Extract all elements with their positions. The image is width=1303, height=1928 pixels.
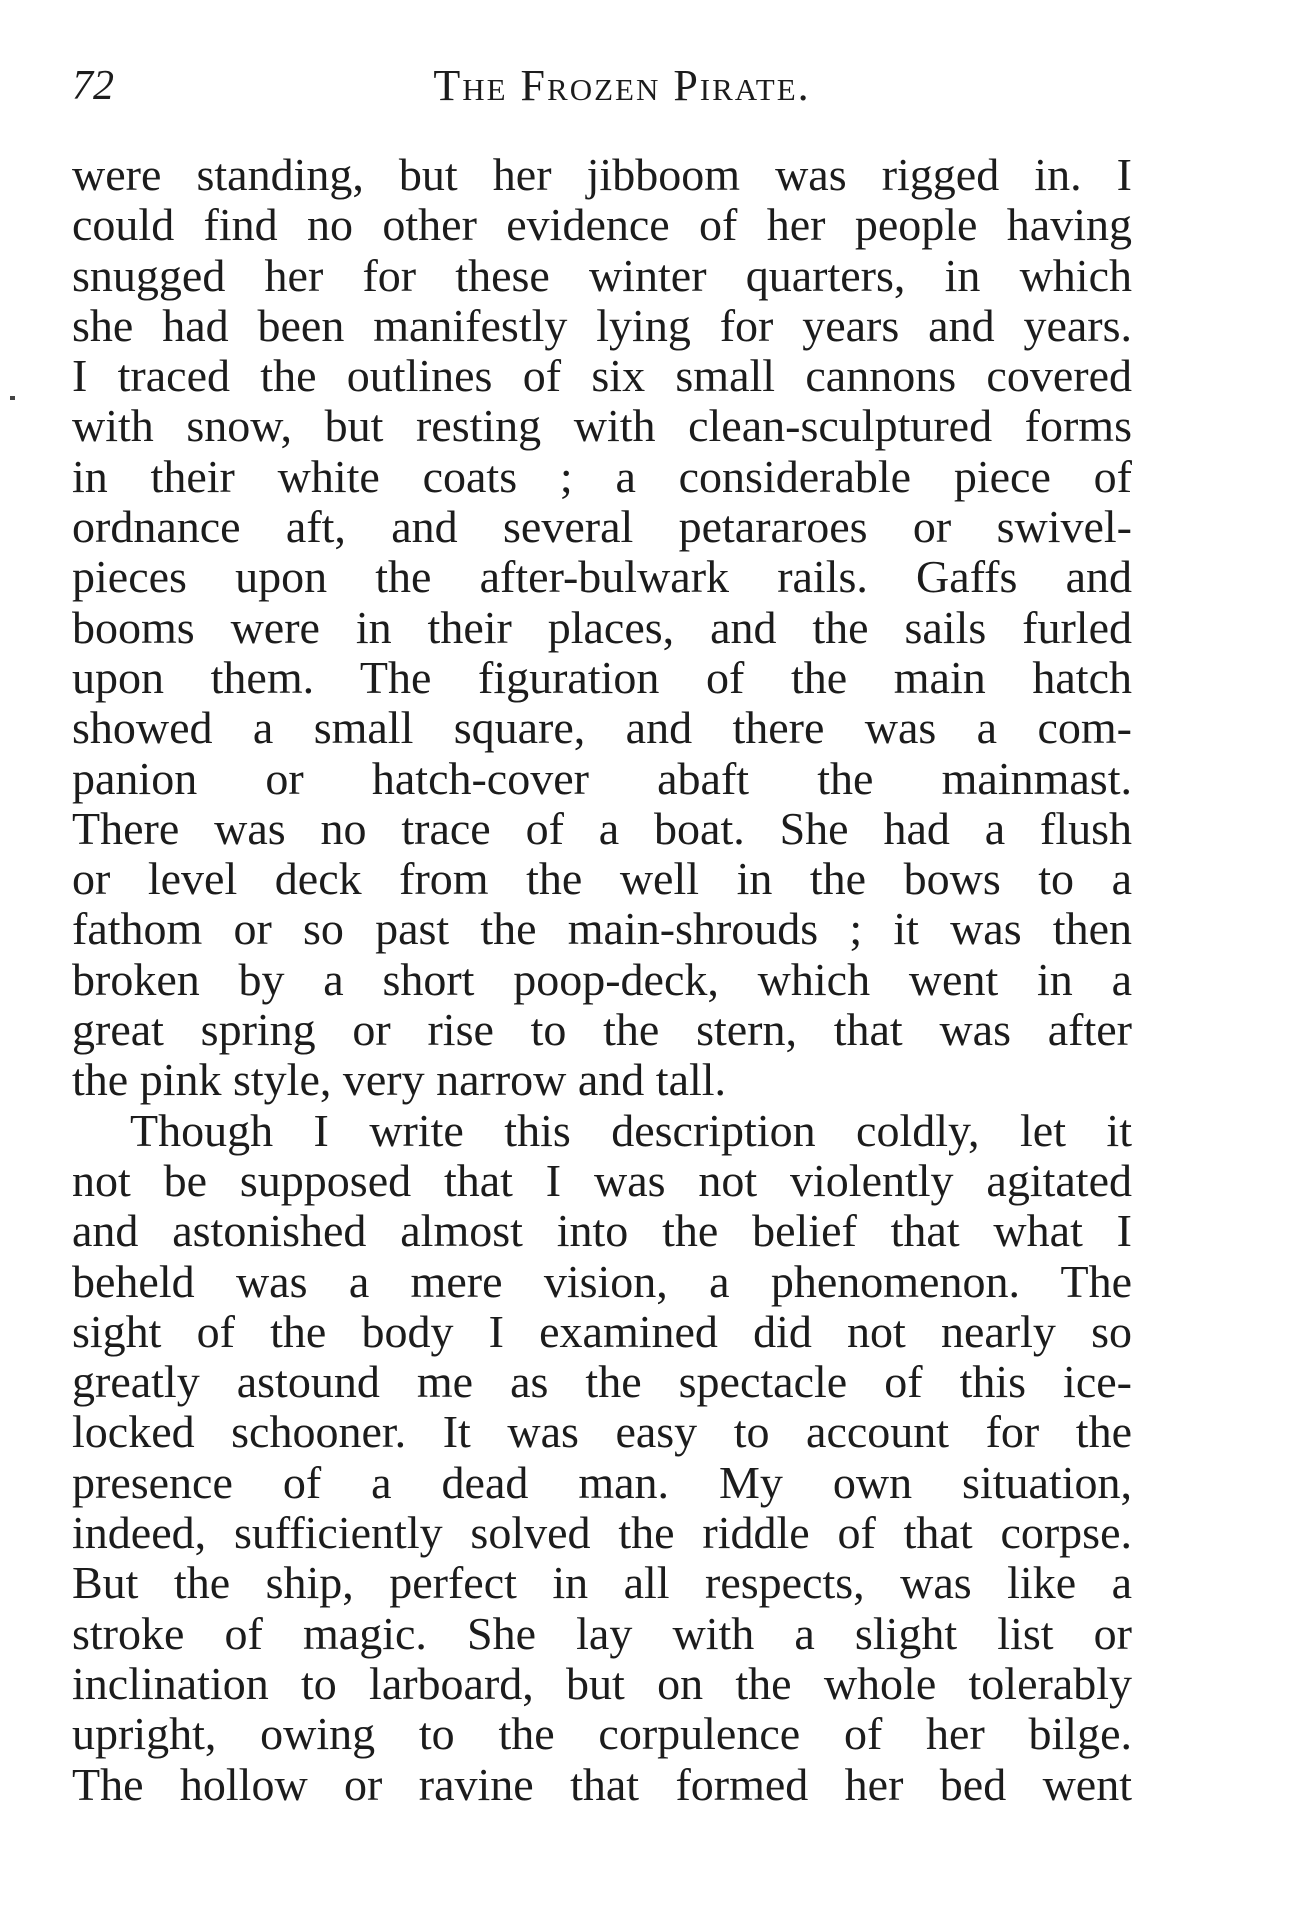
text-line: great spring or rise to the stern, that was after: [72, 1004, 1132, 1056]
text-line: with snow, but resting with clean-sculptured forms: [72, 400, 1132, 452]
text-line: snugged her for these winter quarters, in which: [72, 249, 1132, 301]
text-line: ordnance aft, and several petararoes or swivel-: [72, 501, 1132, 553]
running-title: The Frozen Pirate.: [433, 61, 811, 110]
body-text: [72, 150, 1132, 1810]
text-line: locked schooner. It was easy to account for the: [72, 1406, 1132, 1458]
text-line: upright, owing to the corpulence of her bilge.: [72, 1708, 1132, 1760]
ink-speck: [10, 396, 15, 400]
page-header: [72, 56, 1132, 116]
text-line: or level deck from the well in the bows to a: [72, 853, 1132, 905]
text-line: inclination to larboard, but on the whole tolerably: [72, 1657, 1132, 1709]
text-line: beheld was a mere vision, a phenomenon. The: [72, 1255, 1132, 1307]
text-line: There was no trace of a boat. She had a flush: [72, 802, 1132, 854]
text-line: fathom or so past the main-shrouds ; it was then: [72, 903, 1132, 955]
text-line: The hollow or ravine that formed her bed went: [72, 1758, 1132, 1810]
text-line: stroke of magic. She lay with a slight list or: [72, 1607, 1132, 1659]
text-line: upon them. The figuration of the main hatch: [72, 651, 1132, 703]
page-number: 72: [72, 63, 114, 109]
text-line: But the ship, perfect in all respects, was like a: [72, 1557, 1132, 1609]
text-line: broken by a short poop-deck, which went in a: [72, 953, 1132, 1005]
text-line: indeed, sufficiently solved the riddle of that corpse.: [72, 1507, 1132, 1559]
text-line: I traced the outlines of six small cannons covered: [72, 350, 1132, 402]
text-line: Though I write this description coldly, let it: [130, 1104, 1132, 1156]
text-line: showed a small square, and there was a com-: [72, 702, 1132, 754]
text-line: greatly astound me as the spectacle of this ice-: [72, 1356, 1132, 1408]
text-line: not be supposed that I was not violently agitated: [72, 1154, 1132, 1206]
text-line: panion or hatch-cover abaft the mainmast.: [72, 752, 1132, 804]
text-line: presence of a dead man. My own situation,: [72, 1456, 1132, 1508]
text-line: and astonished almost into the belief that what I: [72, 1205, 1132, 1257]
text-line: could find no other evidence of her people having: [72, 199, 1132, 251]
text-line: were standing, but her jibboom was rigged in. I: [72, 149, 1132, 200]
text-line: in their white coats ; a considerable piece of: [72, 450, 1132, 502]
text-line: she had been manifestly lying for years and years.: [72, 299, 1132, 351]
text-line: pieces upon the after-bulwark rails. Gaffs and: [72, 551, 1132, 603]
text-line: the pink style, very narrow and tall.: [72, 1054, 727, 1106]
text-line: booms were in their places, and the sails furled: [72, 601, 1132, 653]
text-line: sight of the body I examined did not nearly so: [72, 1305, 1132, 1357]
